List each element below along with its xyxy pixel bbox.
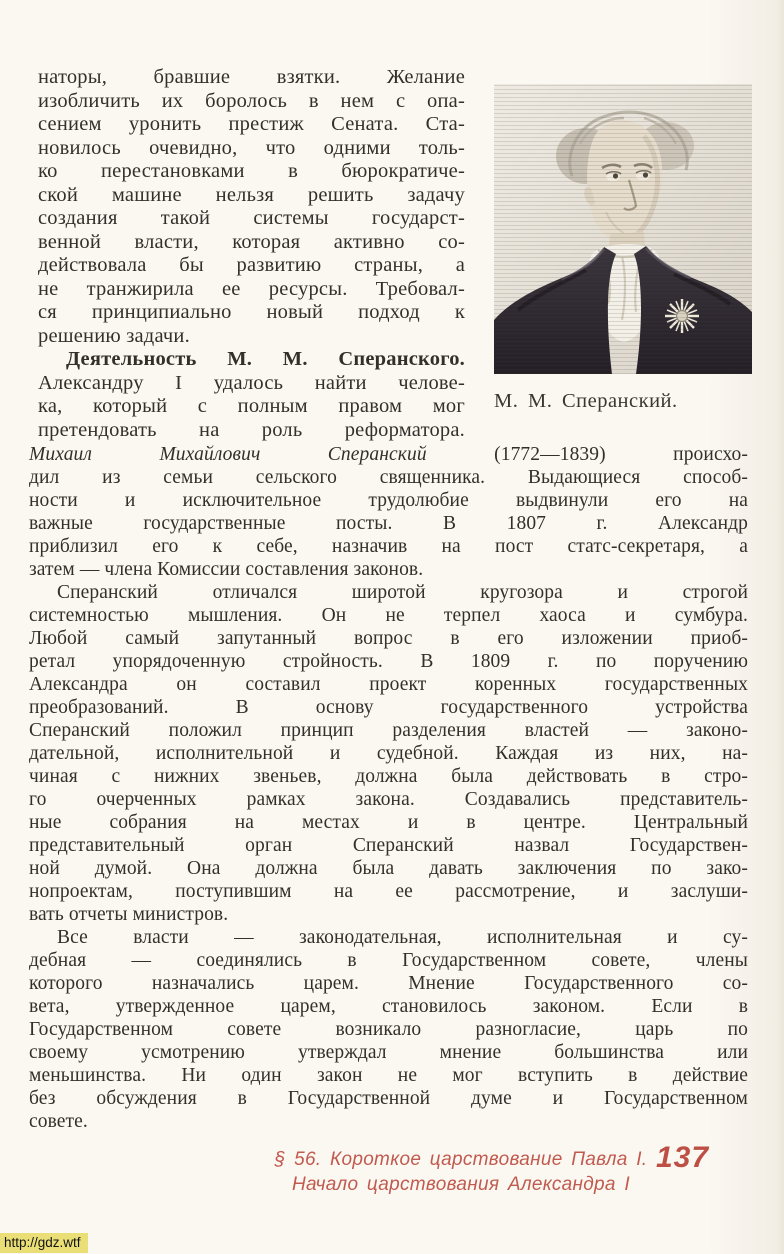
text-line: ся принципиально новый подход к (38, 301, 465, 323)
text-line: Деятельность М. М. Сперанского. (66, 348, 465, 370)
text-line: системностью мышления. Он не терпел хаоса и сумбура. (29, 605, 748, 626)
portrait-figure (494, 84, 752, 374)
text-line: вета, утвержденное царем, становилось законом. Если в (29, 996, 748, 1017)
text-line: венной власти, которая активно со- (38, 230, 465, 253)
footer-section-line-1: § 56. Короткое царствование Павла I. (274, 1149, 648, 1170)
text-line: го очерченных рамках закона. Создавались представитель- (29, 789, 748, 810)
text-line: создания такой системы государст- (38, 207, 465, 229)
text-line: преобразований. В основу государственного устройства (29, 697, 748, 718)
text-line: Александру I удалось найти челове- (38, 371, 465, 394)
text-line: решению задачи. (38, 324, 190, 347)
text-line: дательной, исполнительной и судебной. Каждая из них, на- (29, 743, 748, 764)
text-line: ретал упорядоченную стройность. В 1809 г. по поручению (29, 651, 748, 672)
text-line: чиная с нижних звеньев, должна была действовать в стро- (29, 766, 748, 787)
text-line: ные собрания на местах и в центре. Центральный (29, 812, 748, 833)
text-line: Сперанский отличался широтой кругозора и строгой (57, 582, 748, 603)
text-line: Государственном совете возникало разногласие, царь по (29, 1019, 748, 1040)
text-line: дил из семьи сельского священника. Выдающиеся способ- (29, 467, 748, 488)
text-line: затем — члена Комиссии составления законов. (29, 559, 424, 580)
text-line: действовала бы развитию страны, а (38, 254, 465, 276)
text-line: дебная — соединялись в Государственном совете, члены (29, 950, 748, 971)
text-line: совете. (29, 1111, 88, 1132)
main-text-column (29, 443, 748, 1133)
text-line: важные государственные посты. В 1807 г. Александр (29, 513, 748, 534)
text-line: сением уронить престиж Сената. Ста- (38, 113, 465, 135)
text-line: изобличить их боролось в нем с опа- (38, 89, 465, 112)
text-line: представительный орган Сперанский назвал Государствен- (29, 835, 748, 856)
text-line: меньшинства. Ни один закон не мог вступить в действие (29, 1065, 748, 1086)
text-line: Михаил Михайлович Сперанский (1772—1839) происхо- (29, 444, 748, 465)
text-line: ной думой. Она должна была давать заключения по зако- (29, 858, 748, 879)
text-line: ской машине нельзя решить задачу (38, 183, 465, 206)
text-line: без обсуждения в Государственной думе и Государственном (29, 1088, 748, 1109)
text-line: ности и исключительное трудолюбие выдвинули его на (29, 490, 748, 511)
text-line: наторы, бравшие взятки. Желание (38, 66, 465, 88)
text-line: которого назначались царем. Мнение Государственного со- (29, 973, 748, 994)
text-line: приблизил его к себе, назначив на пост статс-секретаря, а (29, 536, 748, 557)
text-line: нопроектам, поступившим на ее рассмотрение, и заслуши- (29, 881, 748, 902)
watermark-badge: http://gdz.wtf (0, 1233, 88, 1253)
figure-caption: М. М. Сперанский. (494, 390, 678, 412)
text-line: Сперанский положил принцип разделения властей — законо- (29, 720, 748, 741)
page-number: 137 (656, 1141, 710, 1174)
text-line: Любой самый запутанный вопрос в его изложении приоб- (29, 628, 748, 649)
text-line: своему усмотрению утверждал мнение большинства или (29, 1042, 748, 1063)
text-line: ко перестановками в бюрократиче- (38, 160, 465, 182)
footer-section-title (262, 1147, 660, 1197)
text-line: Александра он составил проект коренных государственных (29, 674, 748, 695)
text-line: вать отчеты министров. (29, 904, 229, 925)
text-line: претендовать на роль реформатора. (38, 418, 465, 441)
text-line: новилось очевидно, что одними толь- (38, 136, 465, 159)
intro-text-column (38, 66, 465, 442)
text-line: ка, который с полным правом мог (38, 395, 465, 417)
text-line: не транжирила ее ресурсы. Требовал- (38, 277, 465, 300)
text-line: Все власти — законодательная, исполнительная и су- (57, 927, 748, 948)
footer-section-line-2: Начало царствования Александра I (292, 1174, 630, 1195)
speransky-portrait-image (494, 84, 752, 374)
